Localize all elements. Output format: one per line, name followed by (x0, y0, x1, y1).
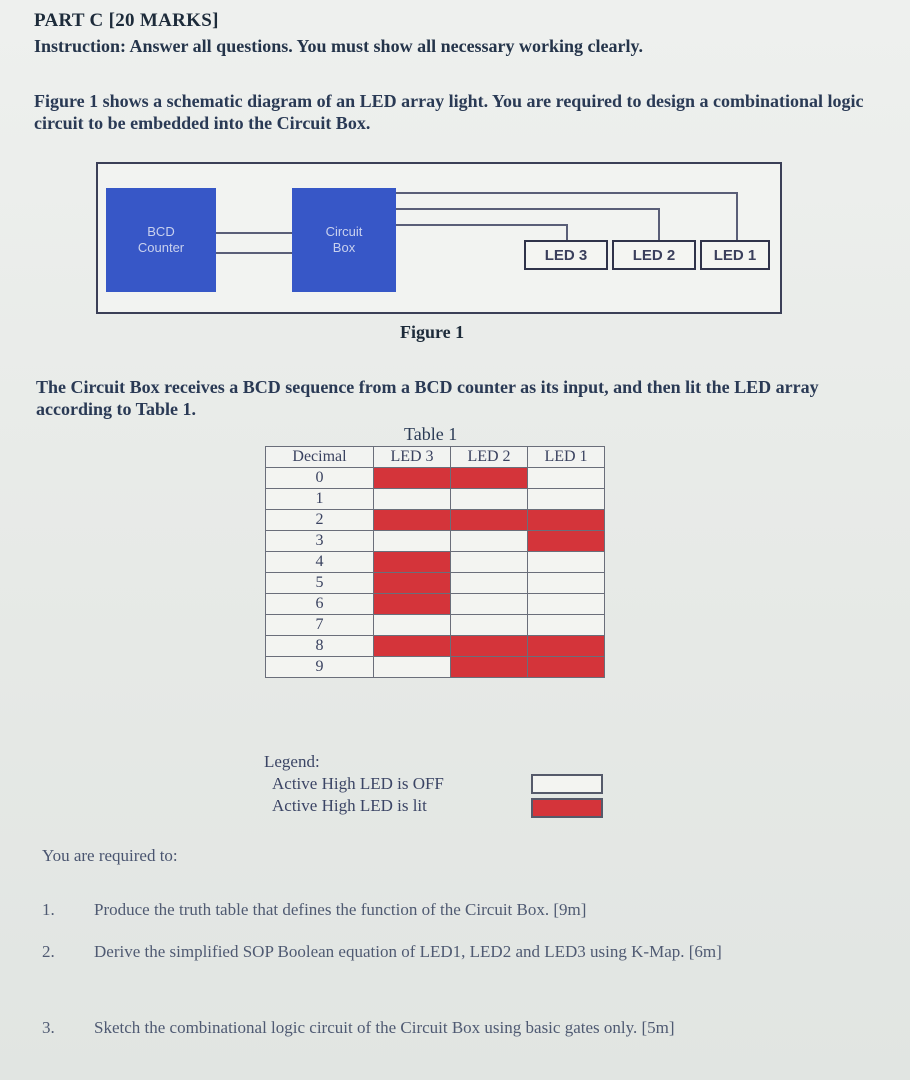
wire-bcd-to-box (216, 232, 292, 234)
led1-cell (528, 531, 605, 552)
decimal-cell: 9 (266, 657, 374, 678)
led-2-box: LED 2 (612, 240, 696, 270)
led3-cell (374, 615, 451, 636)
led3-cell (374, 573, 451, 594)
led1-cell (528, 552, 605, 573)
description-paragraph: The Circuit Box receives a BCD sequence from a BCD counter as its input, and then lit the LED array according to Table 1. (36, 377, 819, 419)
part-heading: PART C [20 MARKS] (34, 10, 219, 31)
figure-caption: Figure 1 (400, 322, 465, 342)
wire-box-top (736, 192, 738, 240)
circuit-box-label: Box (332, 240, 356, 255)
instruction-text: Instruction: Answer all questions. You must show all necessary working clearly. (34, 36, 644, 56)
legend-lit-label: Active High LED is lit (272, 796, 427, 815)
decimal-cell: 6 (266, 594, 374, 615)
led2-cell (451, 531, 528, 552)
requirements-intro: You are required to: (42, 846, 178, 865)
decimal-cell: 4 (266, 552, 374, 573)
question-text: Derive the simplified SOP Boolean equation of LED1, LED2 and LED3 using K-Map. [6m] (94, 942, 722, 961)
circuit-box-block (292, 188, 396, 292)
bcd-counter-block (106, 188, 216, 292)
led2-cell (451, 615, 528, 636)
table-row (266, 510, 605, 531)
decimal-cell: 2 (266, 510, 374, 531)
table-body (266, 468, 605, 678)
header-decimal: Decimal (266, 447, 374, 468)
question-number: 2. (42, 942, 55, 961)
decimal-cell: 1 (266, 489, 374, 510)
circuit-box-label: Circuit (325, 224, 363, 239)
led1-cell (528, 489, 605, 510)
led2-cell (451, 573, 528, 594)
led1-cell (528, 636, 605, 657)
table-row (266, 573, 605, 594)
header-led3: LED 3 (374, 447, 451, 468)
table-row (266, 615, 605, 636)
led2-cell (451, 594, 528, 615)
legend-off-label: Active High LED is OFF (272, 774, 444, 793)
question-2 (42, 942, 862, 986)
question-text: Sketch the combinational logic circuit of the Circuit Box using basic gates only. [5m] (94, 1018, 675, 1037)
led1-cell (528, 510, 605, 531)
header-led2: LED 2 (451, 447, 528, 468)
led3-cell (374, 531, 451, 552)
led3-cell (374, 552, 451, 573)
question-text: Produce the truth table that defines the function of the Circuit Box. [9m] (94, 900, 587, 919)
legend-lit-swatch (531, 798, 603, 818)
led-table (265, 446, 605, 678)
table-header-row (266, 447, 605, 468)
decimal-cell: 3 (266, 531, 374, 552)
table-caption: Table 1 (404, 424, 458, 444)
table-row (266, 594, 605, 615)
led2-cell (451, 489, 528, 510)
led2-cell (451, 468, 528, 489)
led-3-box: LED 3 (524, 240, 608, 270)
led3-cell (374, 636, 451, 657)
led1-cell (528, 573, 605, 594)
led1-cell (528, 468, 605, 489)
led2-cell (451, 552, 528, 573)
wire-box-low (396, 224, 566, 226)
legend-title: Legend: (264, 752, 320, 771)
decimal-cell: 7 (266, 615, 374, 636)
wire-box-mid (658, 208, 660, 240)
led3-cell (374, 657, 451, 678)
led2-cell (451, 636, 528, 657)
question-number: 1. (42, 900, 55, 919)
decimal-cell: 5 (266, 573, 374, 594)
legend-off-swatch (531, 774, 603, 794)
header-led1: LED 1 (528, 447, 605, 468)
led1-cell (528, 615, 605, 636)
question-number: 3. (42, 1018, 55, 1037)
wire-box-mid (396, 208, 658, 210)
wire-box-top (396, 192, 736, 194)
led2-cell (451, 657, 528, 678)
led3-cell (374, 510, 451, 531)
wire-box-low (566, 224, 568, 240)
decimal-cell: 8 (266, 636, 374, 657)
led1-cell (528, 594, 605, 615)
bcd-counter-label: BCD (147, 224, 175, 239)
led3-cell (374, 594, 451, 615)
wire-bcd-to-box (216, 252, 292, 254)
led3-cell (374, 468, 451, 489)
led3-cell (374, 489, 451, 510)
intro-paragraph: Figure 1 shows a schematic diagram of an LED array light. You are required to design a combinational logic circuit to be embedded into the Circuit Box. (34, 91, 864, 133)
decimal-cell: 0 (266, 468, 374, 489)
table-row (266, 489, 605, 510)
bcd-counter-label: Counter (137, 240, 185, 255)
table-row (266, 531, 605, 552)
table-row (266, 636, 605, 657)
led1-cell (528, 657, 605, 678)
led2-cell (451, 510, 528, 531)
table-row (266, 552, 605, 573)
table-row (266, 657, 605, 678)
led-1-box: LED 1 (700, 240, 770, 270)
table-row (266, 468, 605, 489)
